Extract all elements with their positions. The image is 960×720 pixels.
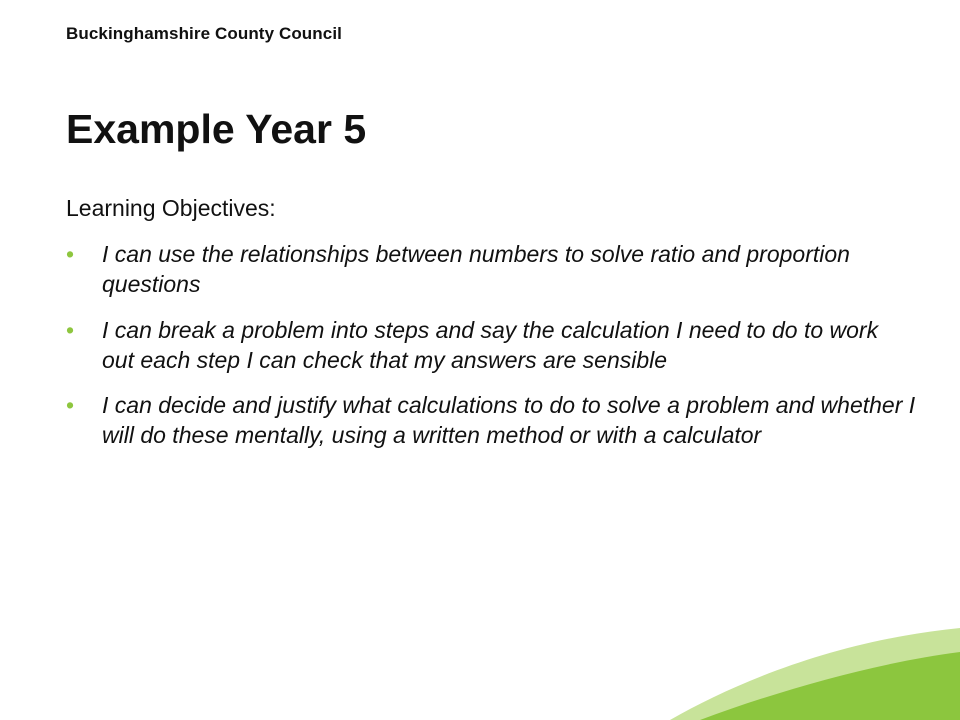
bullet-icon: • (66, 392, 75, 419)
slide-title: Example Year 5 (66, 106, 367, 152)
objective-text: I can use the relationships between numbers to solve ratio and proportion questions (102, 240, 850, 297)
slide-body (66, 194, 916, 467)
objectives-list (66, 240, 916, 451)
list-item (66, 391, 916, 451)
objective-text: I can decide and justify what calculations to do to solve a problem and whether I will do these mentally, using a written method or with a calculator (102, 392, 916, 449)
organisation-name: Buckinghamshire County Council (66, 24, 342, 43)
learning-objectives-heading: Learning Objectives: (66, 195, 276, 221)
bullet-icon: • (66, 316, 75, 343)
list-item (66, 240, 916, 300)
bullet-icon: • (66, 240, 75, 267)
list-item (66, 316, 916, 376)
objective-text: I can break a problem into steps and say the calculation I need to do to work out each step I can check that my answers are sensible (102, 316, 879, 373)
